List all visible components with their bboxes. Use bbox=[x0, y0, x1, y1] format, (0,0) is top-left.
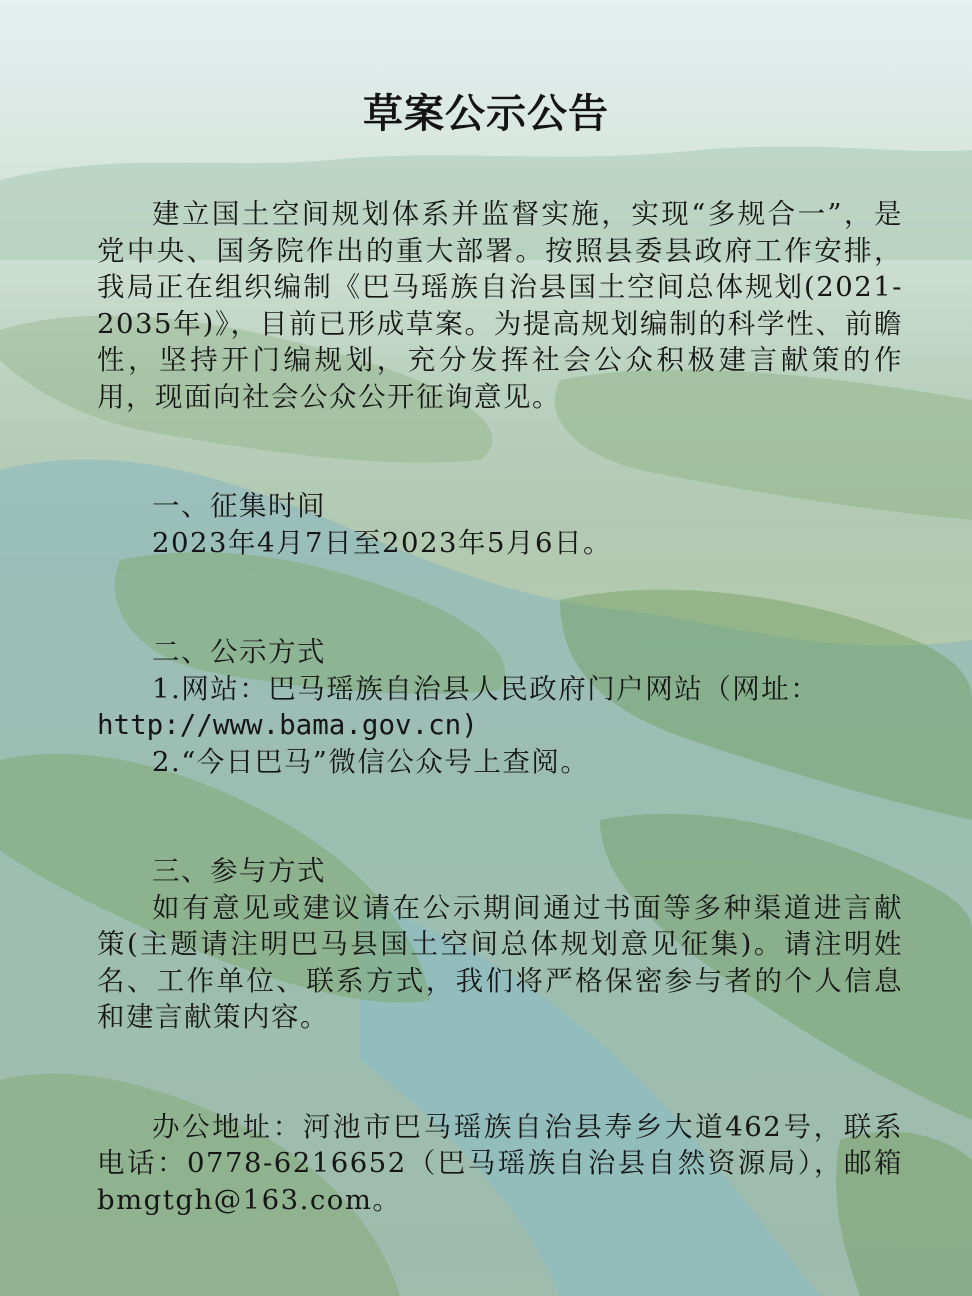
section-heading-collection-time: 一、征集时间 bbox=[152, 490, 326, 522]
website-url-link[interactable]: http://www.bama.gov.cn) bbox=[97, 709, 478, 741]
spacer bbox=[97, 1036, 903, 1073]
notice-body bbox=[97, 196, 903, 1218]
spacer bbox=[97, 598, 903, 635]
intro-paragraph: 建立国土空间规划体系并监督实施，实现“多规合一”，是党中央、国务院作出的重大部署。按照县委县政府工作安排，我局正在组织编制《巴马瑶族自治县国土空间总体规划(2021-2035年)》，目前已形成草案。为提高规划编制的科学性、前瞻性，坚持开门编规划，充分发挥社会公众积极建言献策的作用，现面向社会公众公开征询意见。 bbox=[97, 198, 903, 413]
contact-info: 办公地址：河池市巴马瑶族自治县寿乡大道462号，联系电话：0778-6216652（巴马瑶族自治县自然资源局），邮箱bmgtgh@163.com。 bbox=[97, 1110, 903, 1216]
participation-text: 如有意见或建议请在公示期间通过书面等多种渠道进言献策(主题请注明巴马县国土空间总体规划意见征集)。请注明姓名、工作单位、联系方式，我们将严格保密参与者的个人信息和建言献策内容。 bbox=[97, 891, 903, 1033]
spacer bbox=[97, 780, 903, 817]
publicity-method-wechat: 2.“今日巴马”微信公众号上查阅。 bbox=[152, 745, 590, 778]
spacer bbox=[97, 817, 903, 854]
spacer bbox=[97, 452, 903, 489]
publicity-method-website: 1.网站：巴马瑶族自治县人民政府门户网站（网址： bbox=[152, 672, 820, 705]
collection-time-text: 2023年4月7日至2023年5月6日。 bbox=[152, 526, 612, 559]
spacer bbox=[97, 415, 903, 452]
section-heading-participation: 三、参与方式 bbox=[152, 855, 326, 887]
page-title: 草案公示公告 bbox=[363, 91, 609, 137]
spacer bbox=[97, 1072, 903, 1109]
section-heading-publicity-method: 二、公示方式 bbox=[152, 636, 326, 668]
spacer bbox=[97, 561, 903, 598]
